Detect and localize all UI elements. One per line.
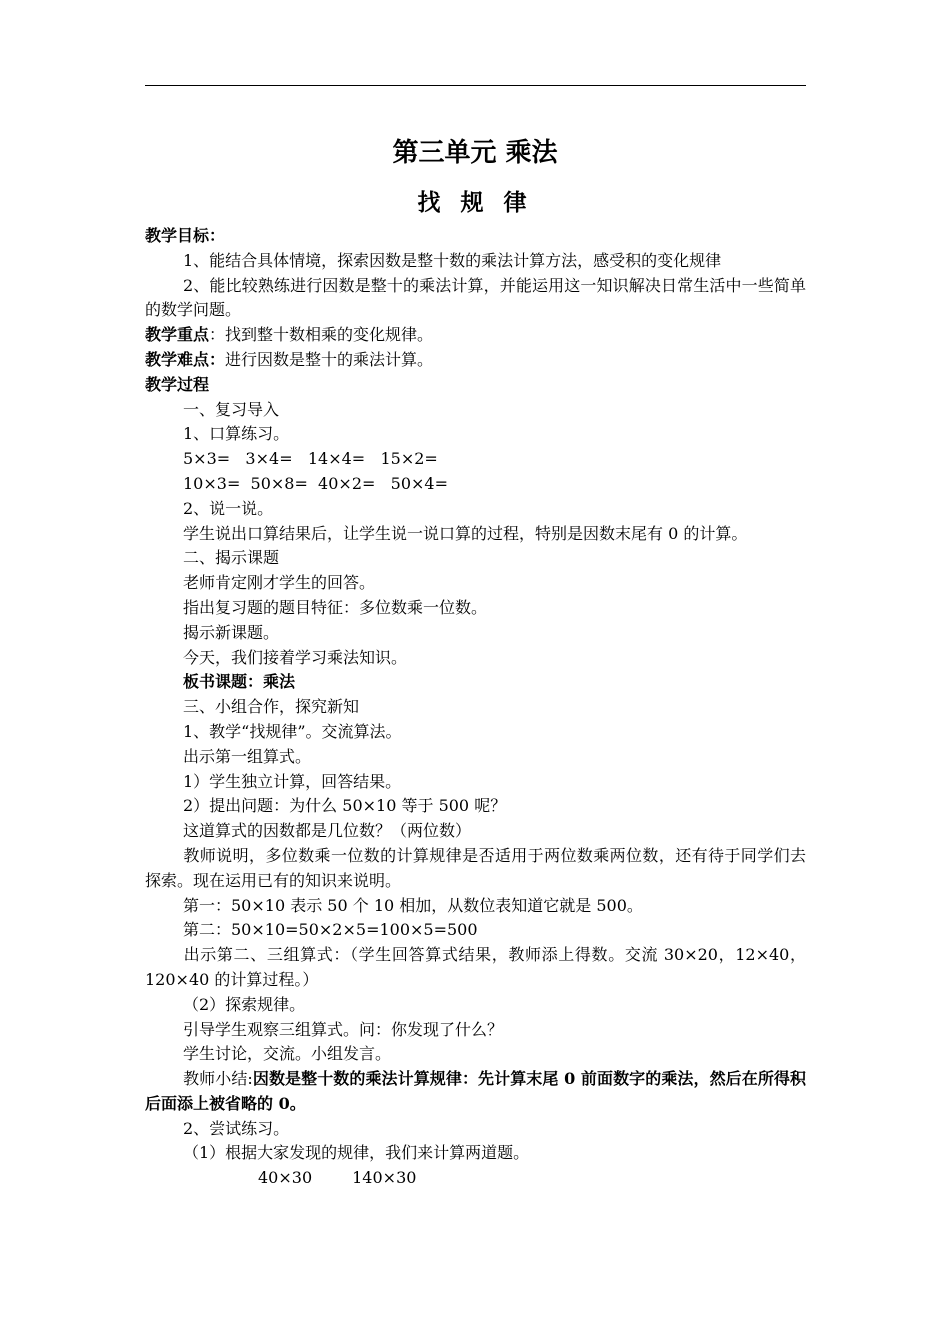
header-rule bbox=[145, 85, 806, 86]
key-point: 教学重点：找到整十数相乘的变化规律。 bbox=[145, 325, 434, 345]
paragraph: 学生讨论，交流。小组发言。 bbox=[183, 1044, 392, 1064]
calc-row-2: 10×3= 50×8= 40×2= 50×4= bbox=[183, 473, 449, 493]
paragraph: 学生说出口算结果后，让学生说一说口算的过程，特别是因数末尾有 0 的计算。 bbox=[183, 523, 748, 543]
teacher-summary: 教师小结:因数是整十数的乘法计算规律：先计算末尾 0 前面数字的乘法，然后在所得积后面添上被省略的 0。 bbox=[145, 1069, 806, 1113]
goal-2: 2、能比较熟练进行因数是整十的乘法计算，并能运用这一知识解决日常生活中一些简单的数学问题。 bbox=[145, 275, 806, 320]
section-1-title: 一、复习导入 bbox=[183, 399, 280, 419]
paragraph: 出示第一组算式。 bbox=[183, 746, 312, 766]
paragraph: 今天，我们接着学习乘法知识。 bbox=[183, 647, 408, 667]
goal-1: 1、能结合具体情境，探索因数是整十数的乘法计算方法，感受积的变化规律 bbox=[183, 250, 722, 270]
exercise-row: 40×30 140×30 bbox=[258, 1168, 417, 1188]
paragraph: 教师说明，多位数乘一位数的计算规律是否适用于两位数乘两位数，还有待于同学们去探索。现在运用已有的知识来说明。 bbox=[145, 845, 806, 890]
process-heading: 教学过程 bbox=[145, 374, 210, 394]
paragraph: 1、口算练习。 bbox=[183, 424, 290, 444]
lesson-title: 找 规 律 bbox=[417, 189, 533, 216]
paragraph: 指出复习题的题目特征：多位数乘一位数。 bbox=[183, 597, 488, 617]
paragraph: （1）根据大家发现的规律，我们来计算两道题。 bbox=[183, 1143, 530, 1163]
paragraph: 引导学生观察三组算式。问：你发现了什么？ bbox=[183, 1019, 504, 1039]
section-3-title: 三、小组合作，探究新知 bbox=[183, 697, 360, 717]
section-2-title: 二、揭示课题 bbox=[183, 548, 280, 568]
paragraph: 老师肯定刚才学生的回答。 bbox=[183, 573, 376, 593]
paragraph: 2）提出问题：为什么 50×10 等于 500 呢？ bbox=[183, 796, 507, 816]
board-title: 板书课题：乘法 bbox=[183, 672, 296, 692]
goals-heading: 教学目标： bbox=[145, 226, 226, 245]
difficulty-point: 教学难点：进行因数是整十的乘法计算。 bbox=[145, 349, 434, 369]
paragraph: 这道算式的因数都是几位数？（两位数） bbox=[183, 821, 472, 841]
paragraph: 1）学生独立计算，回答结果。 bbox=[183, 771, 402, 791]
paragraph: 揭示新课题。 bbox=[183, 622, 280, 642]
paragraph: 第一：50×10 表示 50 个 10 相加，从数位表知道它就是 500。 bbox=[183, 895, 643, 915]
paragraph: 2、说一说。 bbox=[183, 498, 274, 518]
paragraph: （2）探索规律。 bbox=[183, 994, 306, 1014]
calc-row-1: 5×3= 3×4= 14×4= 15×2= bbox=[183, 449, 438, 469]
paragraph: 2、尝试练习。 bbox=[183, 1118, 290, 1138]
paragraph: 第二：50×10=50×2×5=100×5=500 bbox=[183, 920, 478, 940]
paragraph: 1、教学“找规律”。交流算法。 bbox=[183, 721, 402, 741]
page-title: 第三单元 乘法 bbox=[392, 138, 558, 168]
lesson-body bbox=[145, 224, 806, 1191]
paragraph: 出示第二、三组算式：（学生回答算式结果，教师添上得数。交流 30×20，12×40，120×40 的计算过程。） bbox=[145, 945, 806, 989]
